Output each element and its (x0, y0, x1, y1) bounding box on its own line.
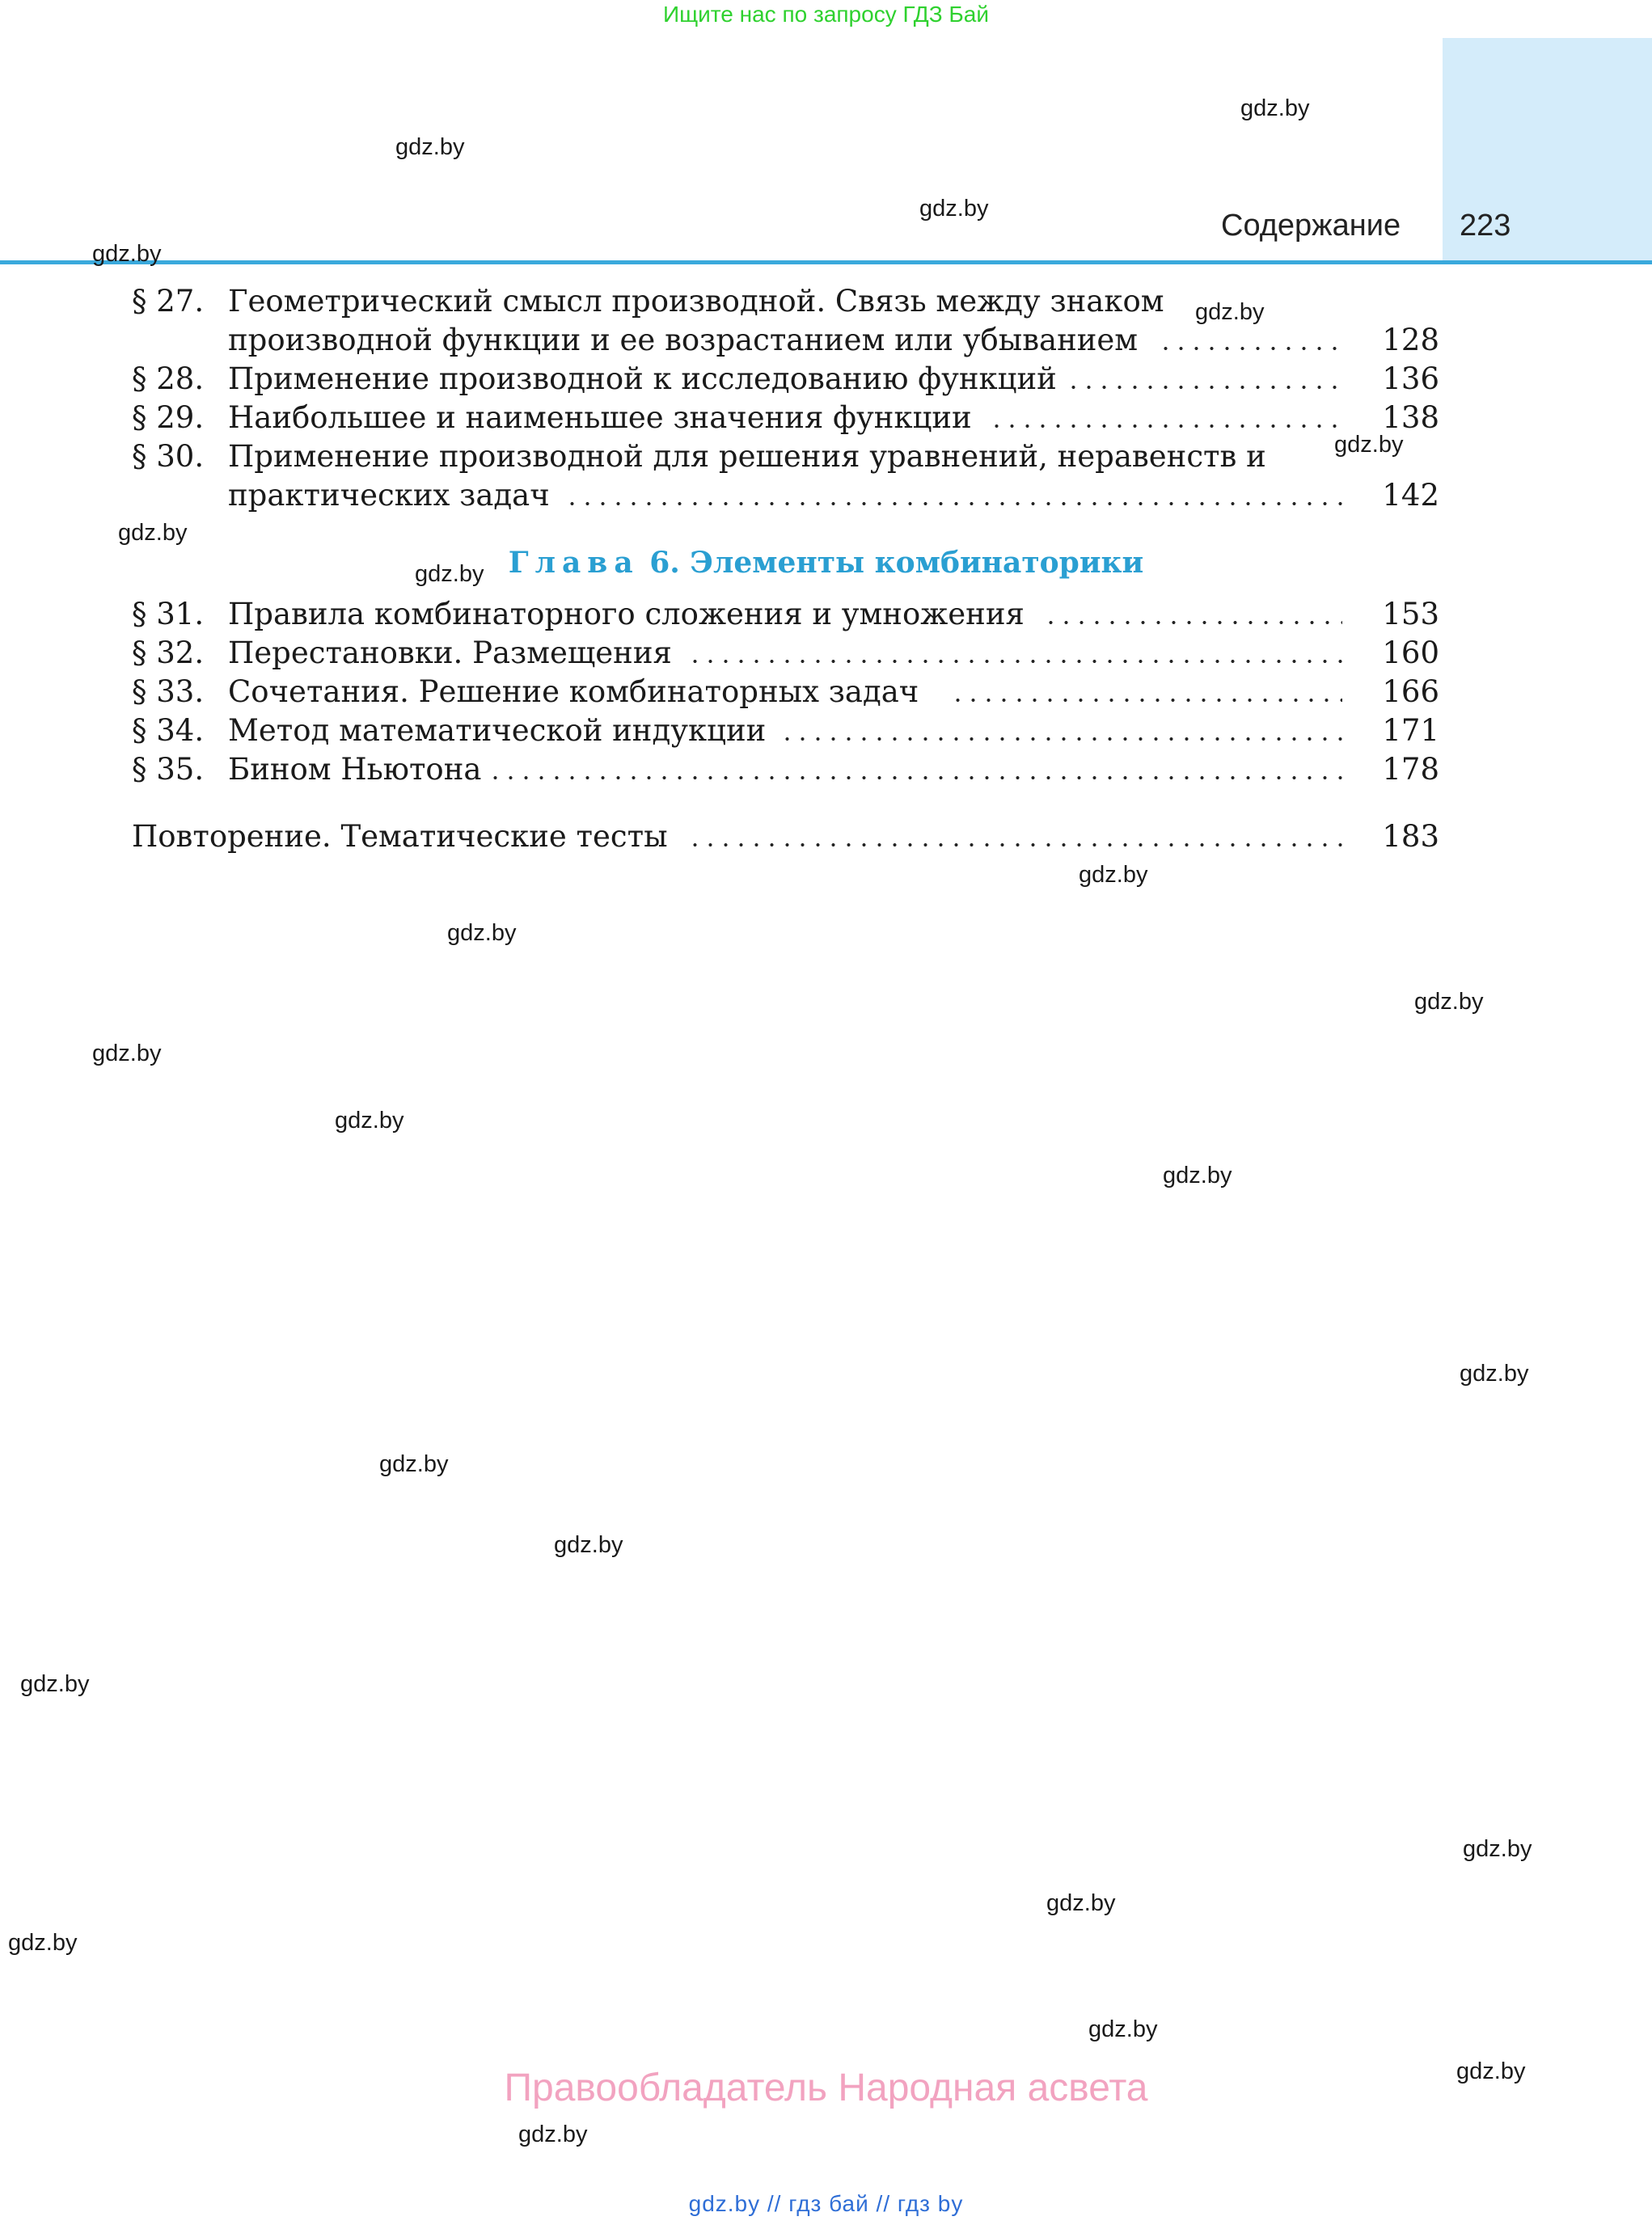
watermark: gdz.by (8, 1930, 78, 1956)
toc-number: § 29. (132, 400, 205, 435)
toc-page: 142 (1382, 478, 1439, 513)
toc-title: Правила комбинаторного сложения и умножения (228, 597, 1025, 631)
toc-title: Перестановки. Размещения (228, 635, 672, 670)
toc-title: Повторение. Тематические тесты (132, 819, 668, 854)
chapter-title: 6. Элементы комбинаторики (649, 546, 1144, 580)
toc-number: § 31. (132, 597, 205, 631)
toc-title: Применение производной к исследованию функций (228, 361, 1057, 396)
watermark: gdz.by (1163, 1163, 1232, 1188)
toc-entry-33[interactable] (0, 673, 1652, 711)
dot-leader (1066, 386, 1342, 389)
chapter-prefix: Глава (508, 546, 640, 580)
toc-number: § 34. (132, 713, 205, 748)
watermark: gdz.by (1334, 432, 1404, 458)
toc-number: § 30. (132, 439, 205, 474)
watermark: gdz.by (20, 1671, 90, 1697)
toc-title: Геометрический смысл производной. Связь между знаком (228, 284, 1164, 319)
chapter-heading (0, 543, 1652, 582)
dot-leader (687, 843, 1342, 847)
watermark: gdz.by (1463, 1836, 1532, 1862)
watermark: gdz.by (118, 520, 188, 546)
toc-number: § 35. (132, 752, 205, 787)
watermark: gdz.by (518, 2122, 588, 2147)
toc-title: Метод математической индукции (228, 713, 767, 748)
watermark: gdz.by (1414, 989, 1484, 1015)
toc-number: § 33. (132, 674, 205, 709)
watermark: gdz.by (1456, 2058, 1526, 2084)
watermark: gdz.by (1079, 862, 1148, 888)
toc-entry-27-cont[interactable] (0, 321, 1652, 360)
watermark: gdz.by (379, 1451, 449, 1477)
dot-leader (687, 660, 1342, 663)
toc-page: 128 (1382, 323, 1439, 357)
toc-page: 153 (1382, 597, 1439, 631)
toc-entry-28[interactable] (0, 360, 1652, 399)
page-number: 223 (1460, 209, 1511, 243)
watermark: gdz.by (92, 241, 162, 267)
footer-links[interactable]: gdz.by // гдз бай // гдз by (688, 2191, 964, 2216)
dot-leader (950, 699, 1342, 702)
watermark: gdz.by (415, 561, 484, 587)
toc-entry-review[interactable] (0, 817, 1652, 856)
toc-title: Применение производной для решения уравнений, неравенств и (228, 439, 1266, 474)
watermark: gdz.by (1088, 2016, 1158, 2042)
toc-page: 136 (1382, 361, 1439, 396)
watermark: gdz.by (919, 196, 989, 222)
watermark: gdz.by (1460, 1361, 1529, 1387)
toc-page: 138 (1382, 400, 1439, 435)
toc-page: 183 (1382, 819, 1439, 854)
watermark: gdz.by (1195, 299, 1265, 325)
dot-leader (488, 776, 1342, 779)
watermark: gdz.by (1240, 95, 1310, 121)
toc-title: Бином Ньютона (228, 752, 482, 787)
header-rule (0, 260, 1652, 264)
toc-number: § 28. (132, 361, 205, 396)
toc-entry-34[interactable] (0, 711, 1652, 750)
section-title: Содержание (1221, 209, 1401, 243)
toc-entry-32[interactable] (0, 634, 1652, 673)
watermark: gdz.by (92, 1041, 162, 1066)
toc-page: 171 (1382, 713, 1439, 748)
toc-number: § 32. (132, 635, 205, 670)
toc-title: Сочетания. Решение комбинаторных задач (228, 674, 919, 709)
watermark: gdz.by (335, 1108, 404, 1134)
watermark: gdz.by (395, 134, 465, 160)
top-banner[interactable]: Ищите нас по запросу ГДЗ Бай (662, 2, 990, 27)
watermark: gdz.by (1046, 1890, 1116, 1916)
dot-leader (780, 737, 1342, 741)
toc-title: практических задач (228, 478, 550, 513)
dot-leader (1158, 347, 1342, 350)
dot-leader (564, 502, 1342, 505)
toc-number: § 27. (132, 284, 205, 319)
dot-leader (1043, 621, 1342, 624)
rights-holder: Правообладатель Народная асвета (504, 2067, 1148, 2109)
toc-title: Наибольшее и наименьшее значения функции (228, 400, 972, 435)
toc-entry-31[interactable] (0, 595, 1652, 634)
toc-page: 160 (1382, 635, 1439, 670)
watermark: gdz.by (447, 920, 517, 946)
toc-title: производной функции и ее возрастанием или убыванием (228, 323, 1139, 357)
toc-page: 166 (1382, 674, 1439, 709)
dot-leader (989, 424, 1342, 428)
toc-entry-29[interactable] (0, 399, 1652, 437)
toc-page: 178 (1382, 752, 1439, 787)
toc-entry-30-cont[interactable] (0, 476, 1652, 515)
watermark: gdz.by (554, 1532, 623, 1558)
toc-entry-35[interactable] (0, 750, 1652, 789)
